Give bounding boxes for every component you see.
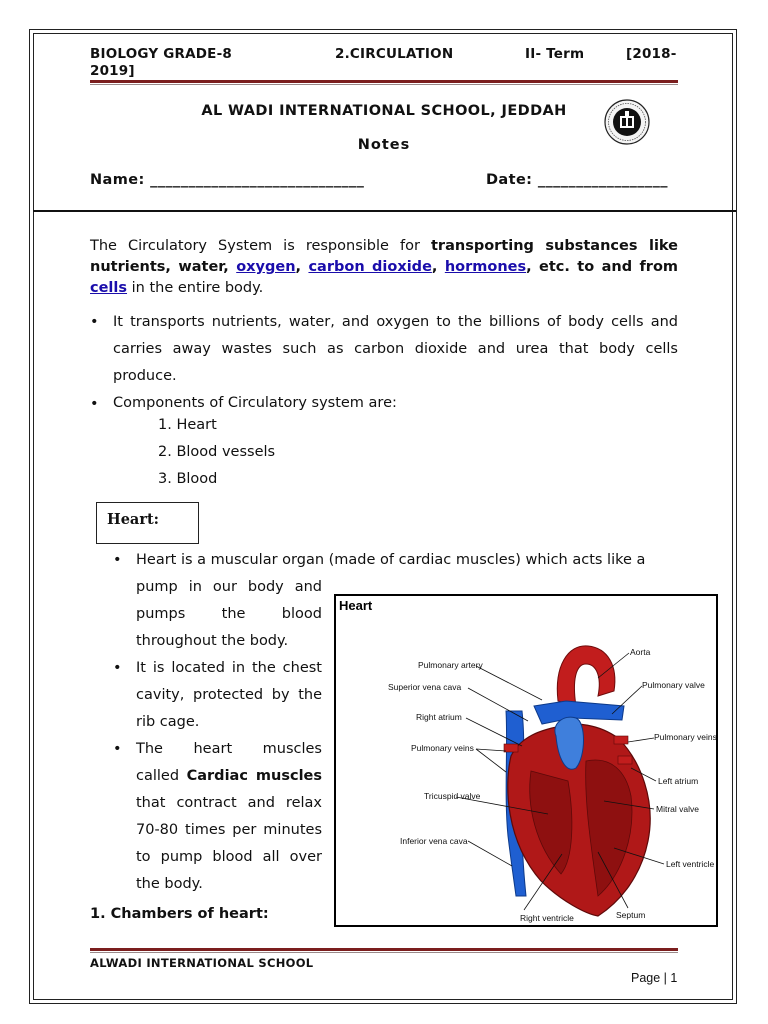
label-pulmonary-artery: Pulmonary artery — [418, 660, 483, 670]
pulmonary-vein-right-shape — [618, 756, 632, 764]
cardiac-muscles-term: Cardiac muscles — [186, 768, 323, 784]
header-rule-thin — [90, 84, 678, 85]
footer-school: ALWADI INTERNATIONAL SCHOOL — [90, 956, 314, 970]
bullet-icon: • — [90, 396, 99, 412]
label-right-atrium: Right atrium — [416, 712, 462, 722]
bullet-line: that contract and relax — [136, 795, 322, 811]
bullet-line: rib cage. — [136, 714, 200, 730]
label-septum: Septum — [616, 910, 646, 920]
school-name: AL WADI INTERNATIONAL SCHOOL, JEDDAH — [201, 103, 567, 119]
bullet-line: the body. — [136, 876, 203, 892]
name-field[interactable]: Name: ____________________________ — [90, 172, 365, 188]
bullet-line: carries away wastes such as carbon dioxide and urea that body cells — [113, 341, 678, 357]
label-pulmonary-valve: Pulmonary valve — [642, 680, 705, 690]
bullet-line: It is located in the chest — [136, 660, 322, 676]
header-subject: BIOLOGY GRADE-8 — [90, 46, 232, 62]
label-tricuspid-valve: Tricuspid valve — [424, 791, 481, 801]
intro-bold: , etc. to and from — [526, 259, 679, 275]
heart-bullet-pump — [136, 574, 322, 655]
bullet-line — [136, 763, 322, 790]
label-left-atrium: Left atrium — [658, 776, 699, 786]
intro-comma: , — [295, 259, 309, 275]
bullet-line: throughout the body. — [136, 633, 289, 649]
pulmonary-vein-left-shape — [504, 744, 518, 752]
heart-heading: Heart: — [107, 511, 160, 528]
label-superior-vena-cava: Superior vena cava — [388, 682, 462, 692]
component-item: 1. Heart — [158, 417, 217, 433]
heart-heading-box — [96, 502, 199, 544]
component-item: 2. Blood vessels — [158, 444, 276, 460]
heart-bullet-line1: Heart is a muscular organ (made of cardiac muscles) which acts like a — [136, 552, 646, 568]
link-oxygen[interactable]: oxygen — [236, 259, 296, 275]
intro-paragraph — [90, 236, 678, 299]
bullet-line: The heart muscles — [136, 741, 322, 757]
document-type: Notes — [357, 137, 411, 153]
intro-bold: transporting substances like nutrients, water, — [90, 238, 678, 275]
bullet-icon: • — [113, 741, 122, 757]
bullet-line: It transports nutrients, water, and oxygen to the billions of body cells and — [113, 314, 678, 330]
date-field[interactable]: Date: _________________ — [486, 172, 668, 188]
intro-text: in the entire body. — [127, 280, 264, 296]
link-hormones[interactable]: hormones — [444, 259, 527, 275]
label-pulmonary-veins-right: Pulmonary veins — [654, 732, 716, 742]
bullet-line: pump in our body and — [136, 579, 322, 595]
link-carbon-dioxide[interactable]: carbon dioxide — [308, 259, 432, 275]
label-inferior-vena-cava: Inferior vena cava — [400, 836, 468, 846]
component-item: 3. Blood — [158, 471, 218, 487]
label-pulmonary-veins-left: Pulmonary veins — [411, 743, 474, 753]
section-separator — [33, 210, 736, 212]
bullet-icon: • — [113, 660, 122, 676]
chambers-heading: 1. Chambers of heart: — [90, 906, 269, 922]
footer-rule — [90, 948, 678, 951]
bullet-icon: • — [113, 552, 122, 568]
label-right-ventricle: Right ventricle — [520, 913, 574, 923]
bullet-line: to pump blood all over — [136, 849, 322, 865]
page-number: Page | 1 — [631, 971, 678, 985]
label-aorta: Aorta — [630, 647, 651, 657]
label-left-ventricle: Left ventricle — [666, 859, 715, 869]
label-mitral-valve: Mitral valve — [656, 804, 699, 814]
heart-illustration — [336, 596, 716, 925]
bullet-line: pumps the blood — [136, 606, 322, 622]
bullet-text: called — [136, 768, 187, 784]
bullet-line: 70-80 times per minutes — [136, 822, 322, 838]
header-year-end: 2019] — [90, 63, 135, 79]
link-cells[interactable]: cells — [90, 280, 128, 296]
bullet-icon: • — [90, 314, 99, 330]
school-logo-icon — [603, 98, 651, 146]
pulmonary-vein-right-shape — [614, 736, 628, 744]
header-chapter: 2.CIRCULATION — [335, 46, 454, 62]
heart-bullet-location — [136, 655, 322, 736]
bullet-components: Components of Circulatory system are: — [113, 395, 397, 411]
bullet-line: cavity, protected by the — [136, 687, 322, 703]
header-year-start: [2018- — [626, 46, 677, 62]
bullet-line: produce. — [113, 368, 177, 384]
heart-bullet-muscles — [136, 736, 322, 898]
aorta-shape — [557, 646, 615, 706]
header-term: II- Term — [525, 46, 585, 62]
footer-rule-thin — [90, 952, 678, 953]
heart-diagram — [334, 594, 718, 927]
bullet-transport — [113, 309, 678, 390]
intro-comma: , — [431, 259, 445, 275]
header-rule — [90, 80, 678, 83]
figure-title: Heart — [339, 598, 373, 613]
intro-text: The Circulatory System is responsible for — [90, 238, 431, 254]
